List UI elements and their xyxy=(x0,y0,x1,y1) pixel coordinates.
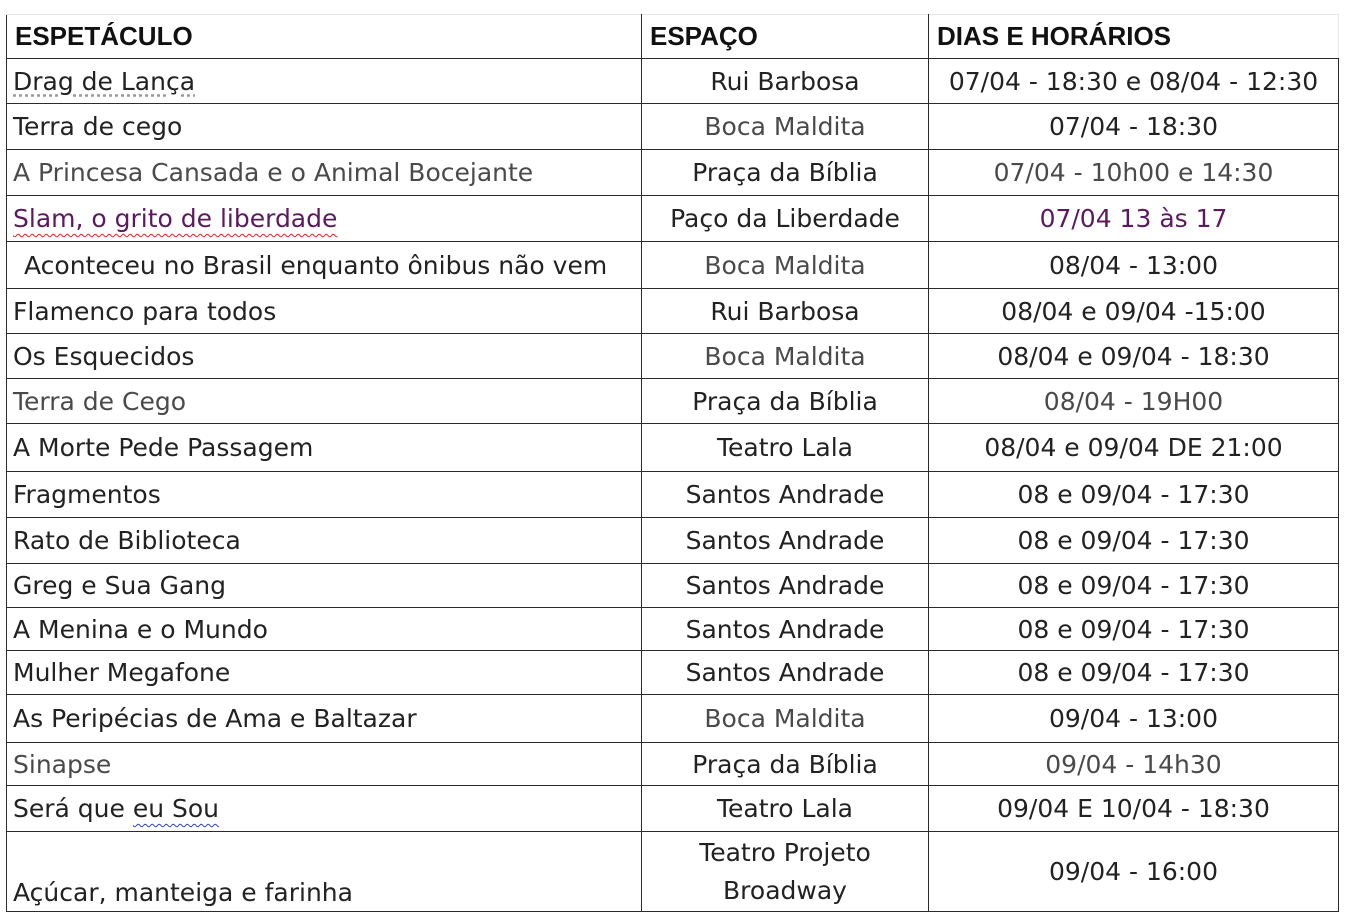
cell-space[interactable]: Boca Maldita xyxy=(642,695,929,743)
table-row xyxy=(7,518,1339,564)
table-row xyxy=(7,196,1339,242)
cell-show[interactable]: As Peripécias de Ama e Baltazar xyxy=(7,695,642,743)
cell-show[interactable]: A Princesa Cansada e o Animal Bocejante xyxy=(7,150,642,196)
cell-show[interactable] xyxy=(7,59,642,104)
cell-show[interactable]: A Morte Pede Passagem xyxy=(7,424,642,472)
cell-dates[interactable]: 08 e 09/04 - 17:30 xyxy=(929,472,1339,518)
cell-show[interactable] xyxy=(7,196,642,242)
cell-space[interactable]: Santos Andrade xyxy=(642,564,929,608)
cell-dates[interactable]: 09/04 - 13:00 xyxy=(929,695,1339,743)
cell-show[interactable]: Greg e Sua Gang xyxy=(7,564,642,608)
cell-dates[interactable]: 08/04 e 09/04 -15:00 xyxy=(929,289,1339,334)
show-title-underlined: eu Sou xyxy=(132,794,220,823)
cell-space[interactable]: Santos Andrade xyxy=(642,651,929,695)
cell-space[interactable]: Rui Barbosa xyxy=(642,289,929,334)
cell-space[interactable]: Praça da Bíblia xyxy=(642,379,929,424)
table-row xyxy=(7,424,1339,472)
dates-text: 09/04 - 16:00 xyxy=(1048,857,1218,886)
cell-dates[interactable]: 09/04 E 10/04 - 18:30 xyxy=(929,786,1339,832)
space-line-2: Broadway xyxy=(723,875,847,905)
cell-dates[interactable]: 07/04 - 18:30 xyxy=(929,104,1339,150)
cell-space[interactable]: Boca Maldita xyxy=(642,242,929,289)
show-title: Drag de Lança xyxy=(13,66,196,96)
table-row xyxy=(7,150,1339,196)
cell-space[interactable]: Boca Maldita xyxy=(642,334,929,379)
cell-show[interactable]: Terra de Cego xyxy=(7,379,642,424)
cell-show[interactable]: Rato de Biblioteca xyxy=(7,518,642,564)
cell-dates[interactable]: 09/04 - 14h30 xyxy=(929,743,1339,786)
cell-space[interactable] xyxy=(642,832,929,912)
cell-dates[interactable]: 08 e 09/04 - 17:30 xyxy=(929,651,1339,695)
cell-dates[interactable]: 07/04 - 18:30 e 08/04 - 12:30 xyxy=(929,59,1339,104)
cell-space[interactable]: Teatro Lala xyxy=(642,424,929,472)
space-line-1: Teatro Projeto xyxy=(699,837,871,867)
cell-space[interactable]: Santos Andrade xyxy=(642,608,929,651)
table-row xyxy=(7,832,1339,912)
cell-dates[interactable]: 08 e 09/04 - 17:30 xyxy=(929,518,1339,564)
table-row xyxy=(7,786,1339,832)
cell-show[interactable] xyxy=(7,786,642,832)
table-row xyxy=(7,743,1339,786)
table-row xyxy=(7,334,1339,379)
cell-show[interactable]: A Menina e o Mundo xyxy=(7,608,642,651)
cell-dates[interactable]: 08 e 09/04 - 17:30 xyxy=(929,608,1339,651)
table-row xyxy=(7,695,1339,743)
cell-dates[interactable]: 08/04 e 09/04 - 18:30 xyxy=(929,334,1339,379)
cell-dates[interactable]: 07/04 - 10h00 e 14:30 xyxy=(929,150,1339,196)
cell-dates[interactable]: 07/04 13 às 17 xyxy=(929,196,1339,242)
header-space[interactable]: ESPAÇO xyxy=(642,15,929,59)
cell-space[interactable]: Paço da Liberdade xyxy=(642,196,929,242)
table-row xyxy=(7,651,1339,695)
cell-space[interactable]: Teatro Lala xyxy=(642,786,929,832)
table-row xyxy=(7,564,1339,608)
schedule-table xyxy=(6,14,1339,912)
show-title-part: Será que xyxy=(13,794,133,823)
header-show[interactable]: ESPETÁCULO xyxy=(7,15,642,59)
cell-show[interactable]: Terra de cego xyxy=(7,104,642,150)
cell-show[interactable]: Fragmentos xyxy=(7,472,642,518)
cell-show[interactable]: Açúcar, manteiga e farinha xyxy=(7,832,642,912)
cell-show[interactable]: Os Esquecidos xyxy=(7,334,642,379)
cell-dates[interactable]: 08/04 - 13:00 xyxy=(929,242,1339,289)
show-title: Slam, o grito de liberdade xyxy=(13,204,338,233)
cell-space[interactable]: Santos Andrade xyxy=(642,518,929,564)
cell-show[interactable]: Mulher Megafone xyxy=(7,651,642,695)
table-row xyxy=(7,59,1339,104)
cell-dates[interactable]: 08 e 09/04 - 17:30 xyxy=(929,564,1339,608)
cell-space[interactable]: Boca Maldita xyxy=(642,104,929,150)
header-dates[interactable]: DIAS E HORÁRIOS xyxy=(929,15,1339,59)
cell-space[interactable]: Rui Barbosa xyxy=(642,59,929,104)
table-row xyxy=(7,472,1339,518)
cell-dates[interactable]: 08/04 e 09/04 DE 21:00 xyxy=(929,424,1339,472)
cell-show[interactable]: Aconteceu no Brasil enquanto ônibus não vem xyxy=(7,242,642,289)
cell-dates[interactable] xyxy=(929,832,1339,912)
table-row xyxy=(7,104,1339,150)
header-row xyxy=(7,15,1339,59)
cell-show[interactable]: Sinapse xyxy=(7,743,642,786)
cell-show[interactable]: Flamenco para todos xyxy=(7,289,642,334)
table-row xyxy=(7,608,1339,651)
table-row xyxy=(7,379,1339,424)
table-row xyxy=(7,242,1339,289)
cell-space[interactable]: Praça da Bíblia xyxy=(642,743,929,786)
cell-dates[interactable]: 08/04 - 19H00 xyxy=(929,379,1339,424)
table-row xyxy=(7,289,1339,334)
cell-space[interactable]: Santos Andrade xyxy=(642,472,929,518)
cell-space[interactable]: Praça da Bíblia xyxy=(642,150,929,196)
